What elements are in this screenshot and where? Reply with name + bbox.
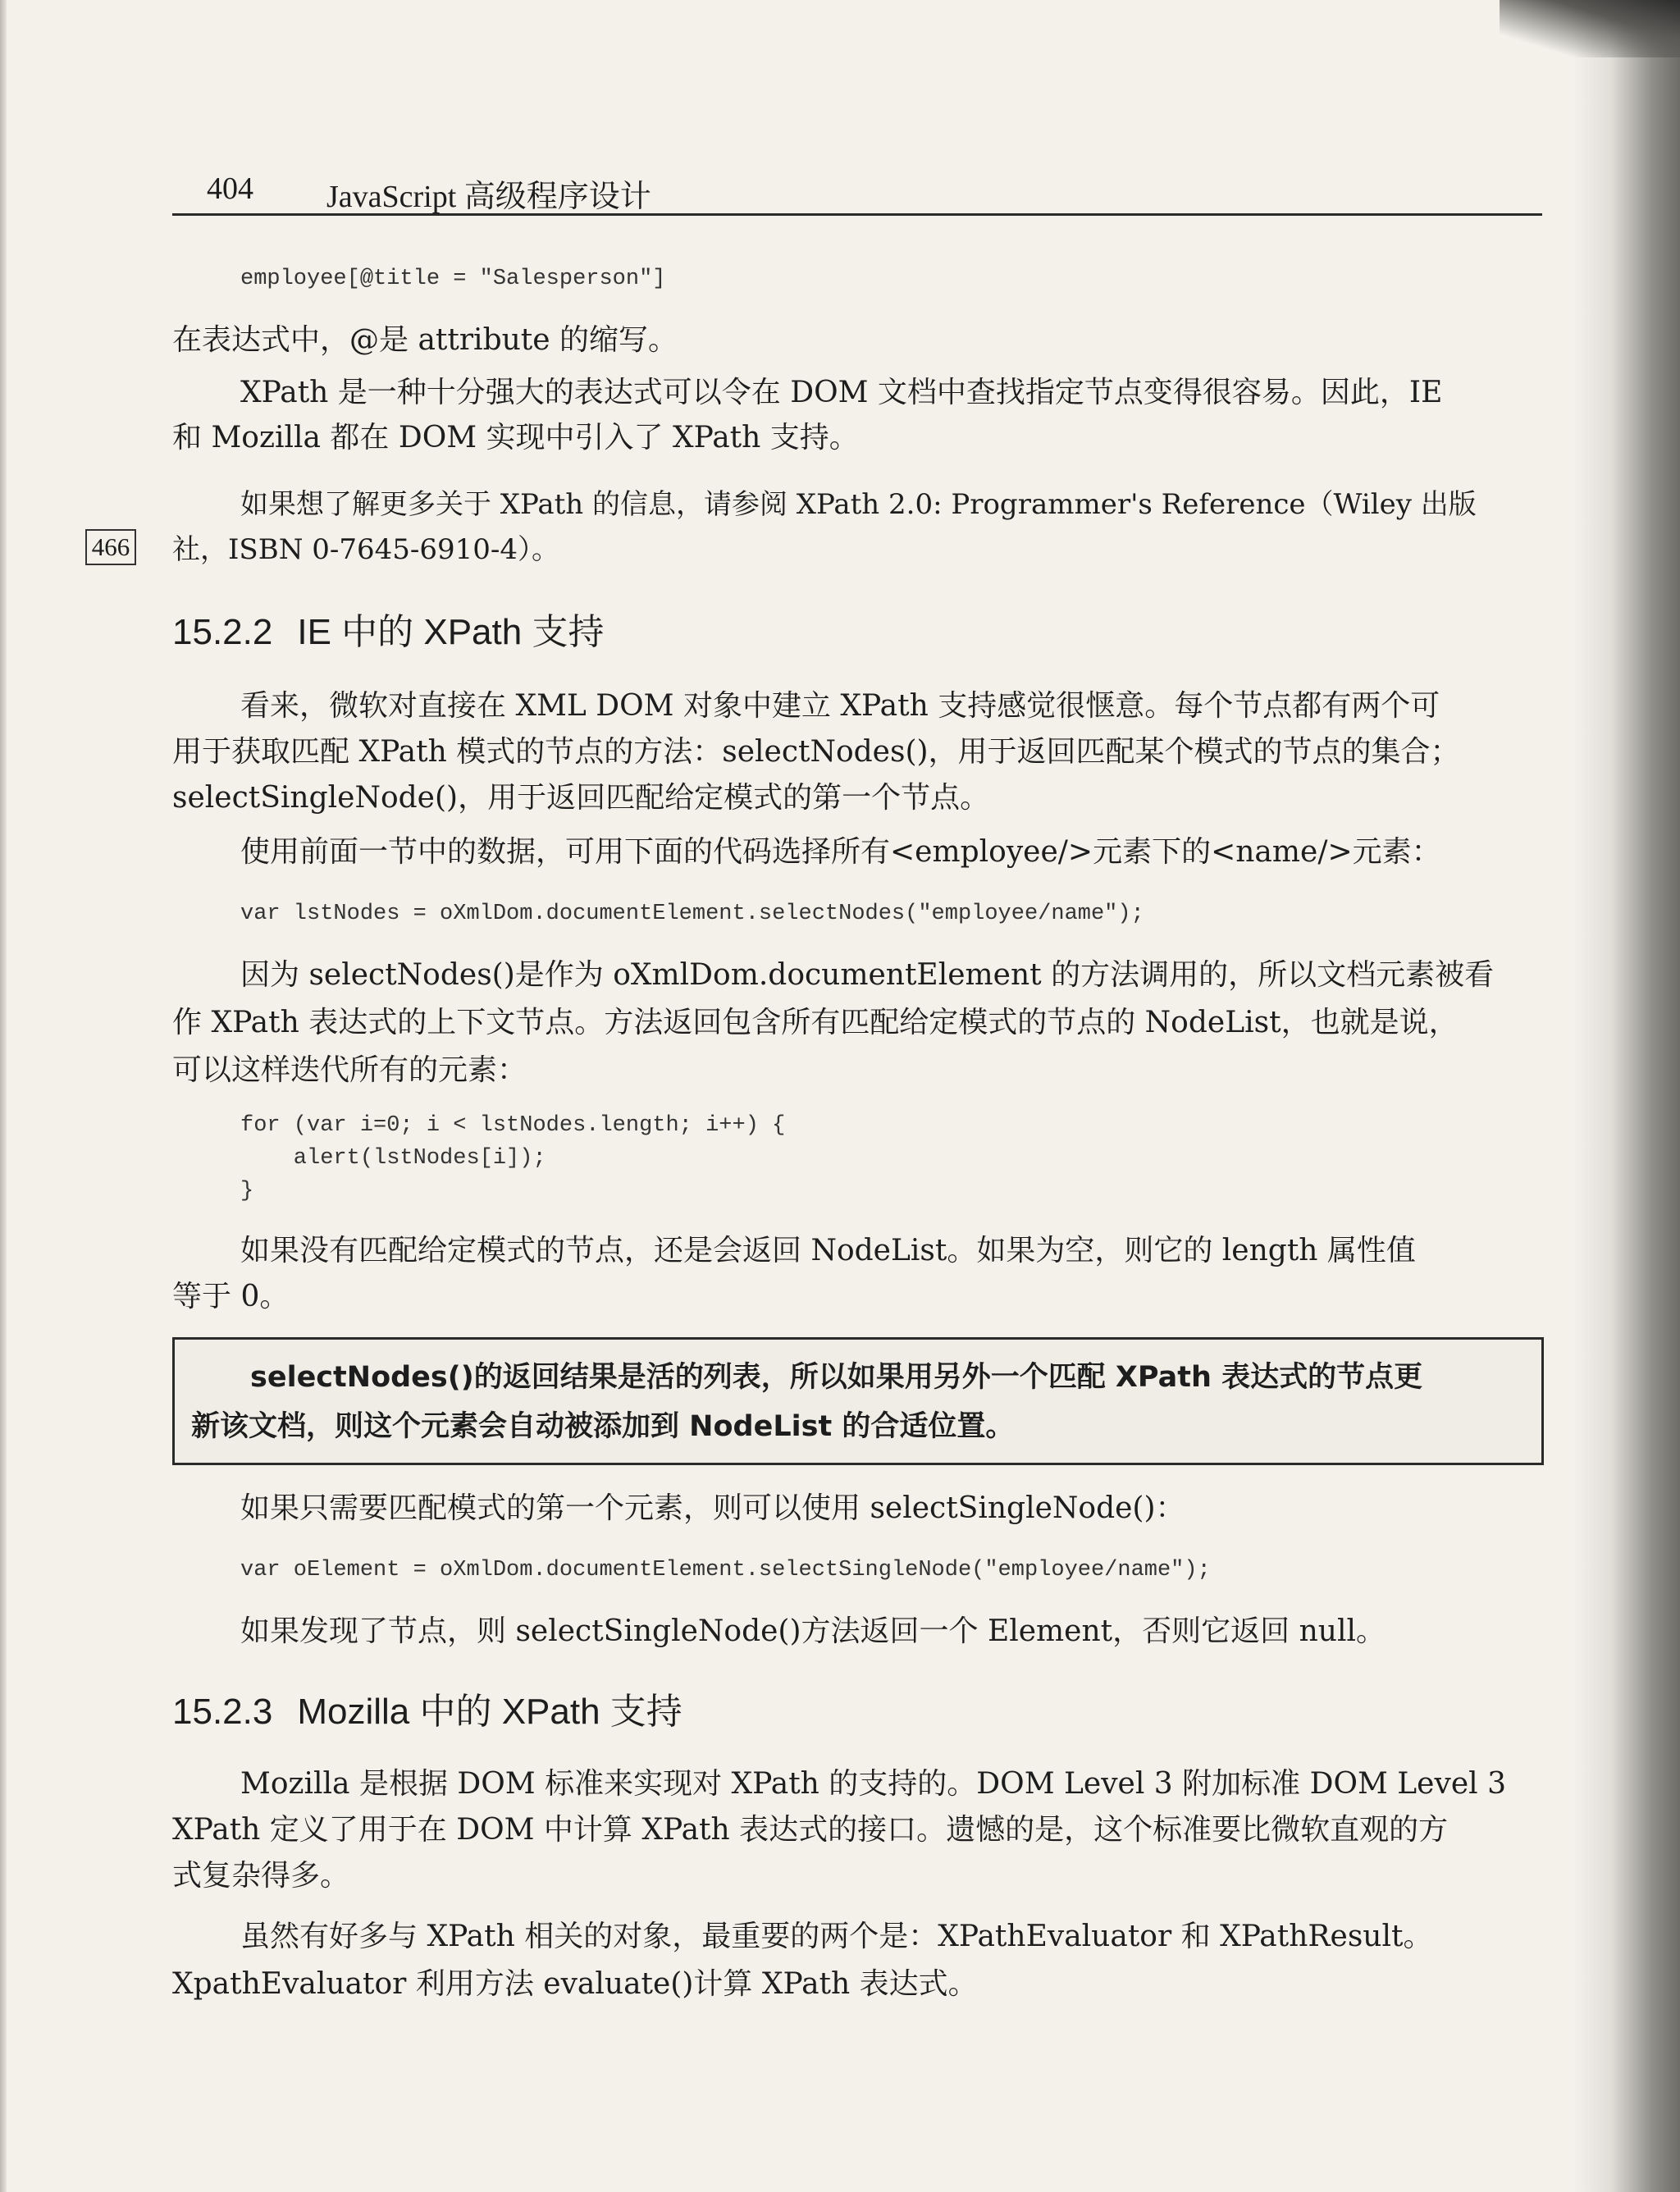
paragraph-evaluator-l1: 虽然有好多与 XPath 相关的对象，最重要的两个是：XPathEvaluator 和 XPathResult。	[240, 1920, 1433, 1953]
section-title: Mozilla 中的 XPath 支持	[297, 1692, 682, 1732]
note-line-2: 新该文档，则这个元素会自动被添加到 NodeList 的合适位置。	[191, 1410, 1015, 1443]
note-box	[172, 1337, 1544, 1465]
paragraph-evaluator-l2: XpathEvaluator 利用方法 evaluate()计算 XPath 表达式。	[172, 1967, 978, 2001]
code-loop-l3: }	[240, 1179, 254, 1203]
page-corner-shadow	[1500, 0, 1680, 57]
paragraph-select-data: 使用前面一节中的数据，可用下面的代码选择所有<employee/>元素下的<name/>元素：	[240, 835, 1441, 869]
paragraph-single-node: 如果只需要匹配模式的第一个元素，则可以使用 selectSingleNode()：	[240, 1491, 1185, 1525]
code-select-nodes: var lstNodes = oXmlDom.documentElement.selectNodes("employee/name");	[240, 902, 1144, 926]
page-header	[172, 164, 1542, 216]
page-number: 404	[207, 171, 253, 206]
section-title: IE 中的 XPath 支持	[297, 612, 605, 652]
paragraph-single-node-result: 如果发现了节点，则 selectSingleNode()方法返回一个 Element，否则它返回 null。	[240, 1614, 1386, 1648]
page-binding-edge	[0, 0, 7, 2192]
section-heading-15-2-3	[172, 1682, 682, 1734]
paragraph-context-l2: 作 XPath 表达式的上下文节点。方法返回包含所有匹配给定模式的节点的 NodeList，也就是说，	[172, 1006, 1459, 1039]
paragraph-mozilla-l3: 式复杂得多。	[172, 1859, 350, 1893]
paragraph-nodelist-l2: 等于 0。	[172, 1280, 290, 1313]
code-xpath-title: employee[@title = "Salesperson"]	[240, 267, 666, 291]
note-line-1: selectNodes()的返回结果是活的列表，所以如果用另外一个匹配 XPath 表达式的节点更	[250, 1361, 1423, 1394]
paragraph-reference-l1: 如果想了解更多关于 XPath 的信息，请参阅 XPath 2.0: Programmer's Reference（Wiley 出版	[240, 488, 1477, 521]
code-select-single-node: var oElement = oXmlDom.documentElement.selectSingleNode("employee/name");	[240, 1558, 1211, 1582]
paragraph-xpath-intro-l2: 和 Mozilla 都在 DOM 实现中引入了 XPath 支持。	[172, 421, 859, 454]
paragraph-nodelist-l1: 如果没有匹配给定模式的节点，还是会返回 NodeList。如果为空，则它的 length 属性值	[240, 1234, 1416, 1267]
running-title: JavaScript 高级程序设计	[326, 180, 651, 214]
paragraph-context-l3: 可以这样迭代所有的元素：	[172, 1053, 527, 1087]
paragraph-ie-l2: 用于获取匹配 XPath 模式的节点的方法：selectNodes()，用于返回匹配某个模式的节点的集合；	[172, 735, 1460, 769]
paragraph-mozilla-l2: XPath 定义了用于在 DOM 中计算 XPath 表达式的接口。遗憾的是，这个标准要比微软直观的方	[172, 1813, 1449, 1847]
paragraph-ie-l1: 看来，微软对直接在 XML DOM 对象中建立 XPath 支持感觉很惬意。每个节点都有两个可	[240, 689, 1440, 723]
section-heading-15-2-2	[172, 602, 604, 655]
margin-page-reference: 466	[85, 529, 136, 565]
paragraph-reference-l2: 社，ISBN 0-7645-6910-4）。	[172, 533, 560, 566]
code-loop-l1: for (var i=0; i < lstNodes.length; i++) {	[240, 1113, 786, 1138]
code-loop-l2: alert(lstNodes[i]);	[240, 1146, 546, 1171]
page-gutter-shadow	[1573, 0, 1680, 2192]
section-number: 15.2.3	[172, 1692, 273, 1732]
paragraph-at-abbrev: 在表达式中，@是 attribute 的缩写。	[172, 323, 678, 357]
section-number: 15.2.2	[172, 612, 273, 652]
paragraph-ie-l3: selectSingleNode()，用于返回匹配给定模式的第一个节点。	[172, 781, 990, 815]
paragraph-mozilla-l1: Mozilla 是根据 DOM 标准来实现对 XPath 的支持的。DOM Level 3 附加标准 DOM Level 3	[240, 1767, 1506, 1801]
paragraph-xpath-intro-l1: XPath 是一种十分强大的表达式可以令在 DOM 文档中查找指定节点变得很容易。因此，IE	[240, 376, 1443, 409]
paragraph-context-l1: 因为 selectNodes()是作为 oXmlDom.documentElement 的方法调用的，所以文档元素被看	[240, 958, 1495, 992]
